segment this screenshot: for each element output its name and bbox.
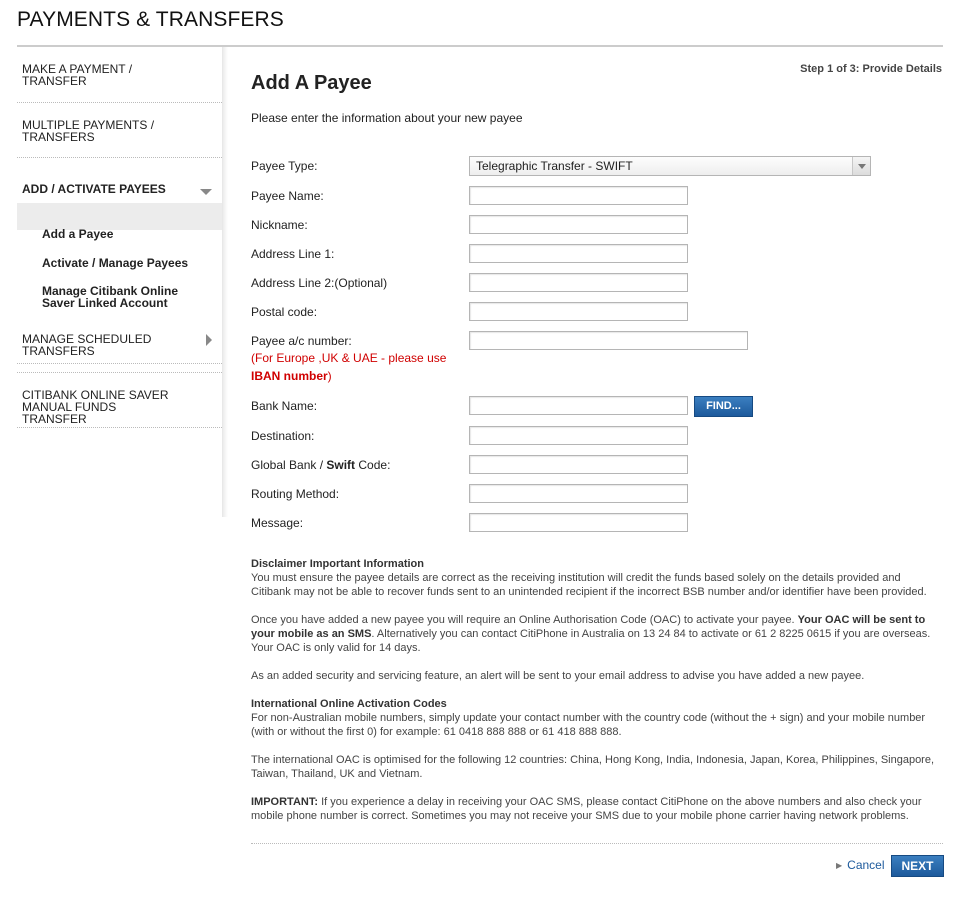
page-title: PAYMENTS & TRANSFERS	[17, 8, 284, 31]
sidebar-item-make-payment[interactable]	[17, 47, 222, 103]
swift-code-label	[251, 458, 390, 472]
payee-type-value: Telegraphic Transfer - SWIFT	[476, 159, 633, 173]
destination-input[interactable]	[469, 426, 688, 445]
iban-note-end: )	[327, 369, 332, 383]
payee-name-label: Payee Name:	[251, 189, 324, 203]
oac-text: Once you have added a new payee you will require an Online Authorisation Code (OAC) to activate your payee.	[251, 614, 798, 626]
intl-text: For non-Australian mobile numbers, simply update your contact number with the country code (without the + sign) and your mobile number (with or without the first 0) for example: 61 0418 888 888 or 61 418 888 888.	[251, 712, 926, 738]
intl-heading: International Online Activation Codes	[251, 698, 447, 710]
sidebar-item-label: MAKE A PAYMENT / TRANSFER	[22, 62, 133, 88]
disclaimer-text: You must ensure the payee details are correct as the receiving institution will credit the funds based solely on the details provided and Citibank may not be able to recover funds sent to an unintended recipient if the incorrect BSB number and/or identifier have been provided.	[251, 572, 927, 598]
find-button[interactable]: FIND...	[694, 396, 753, 417]
sidebar-item-label: MULTIPLE PAYMENTS / TRANSFERS	[22, 118, 155, 144]
form-intro: Please enter the information about your new payee	[251, 111, 523, 125]
sidebar-item-scheduled-transfers[interactable]	[17, 317, 222, 373]
destination-label: Destination:	[251, 429, 315, 443]
payee-type-label: Payee Type:	[251, 159, 318, 173]
payee-name-input[interactable]	[469, 186, 688, 205]
disclaimer-block-1	[251, 557, 941, 599]
chevron-down-icon	[200, 189, 212, 195]
account-number-label: Payee a/c number:	[251, 334, 352, 348]
disclaimer-block-2	[251, 613, 941, 655]
important-block	[251, 795, 941, 823]
sidebar-item-label: ADD / ACTIVATE PAYEES	[22, 182, 166, 196]
payee-type-select[interactable]	[469, 156, 871, 176]
message-input[interactable]	[469, 513, 688, 532]
step-indicator: Step 1 of 3: Provide Details	[800, 63, 942, 75]
routing-method-label: Routing Method:	[251, 487, 340, 501]
oac-text-end: . Alternatively you can contact CitiPhone in Australia on 13 24 84 to activate or 61 2 8225 0615 if you are overseas. Your OAC is only valid for 14 days.	[251, 628, 931, 654]
routing-method-input[interactable]	[469, 484, 688, 503]
swift-label-pre: Global Bank /	[251, 458, 327, 472]
bottom-divider	[251, 843, 943, 844]
sidebar-item-label: CITIBANK ONLINE SAVER MANUAL FUNDS TRANSFER	[22, 388, 169, 426]
sidebar-subitem-label: Add a Payee	[42, 227, 114, 241]
chevron-right-icon	[206, 334, 212, 346]
sidebar-subitem-online-saver[interactable]	[17, 260, 222, 310]
swift-code-input[interactable]	[469, 455, 688, 474]
sidebar-item-label: MANAGE SCHEDULED TRANSFERS	[22, 332, 152, 358]
postal-code-input[interactable]	[469, 302, 688, 321]
next-button[interactable]: NEXT	[891, 855, 944, 877]
dropdown-button[interactable]	[852, 157, 870, 175]
sidebar-nav	[17, 47, 223, 517]
cancel-label: Cancel	[847, 858, 885, 872]
sidebar-shadow	[222, 47, 228, 517]
address-line-1-label: Address Line 1:	[251, 247, 335, 261]
bank-name-input[interactable]	[469, 396, 688, 415]
bank-name-label: Bank Name:	[251, 399, 318, 413]
cancel-link[interactable]	[836, 858, 885, 872]
countries-text: The international OAC is optimised for the following 12 countries: China, Hong Kong, India, Indonesia, Japan, Korea, Philippines, Singapore, Taiwan, Thailand, UK and Vietnam.	[251, 754, 935, 780]
sidebar-subitem-label: Activate / Manage Payees	[42, 256, 189, 270]
swift-label-post: Code:	[355, 458, 391, 472]
nickname-input[interactable]	[469, 215, 688, 234]
sidebar-item-multiple-payments[interactable]	[17, 103, 222, 158]
account-number-input[interactable]	[469, 331, 748, 350]
sidebar-item-online-saver-transfer[interactable]	[17, 373, 222, 428]
swift-label-bold: Swift	[326, 458, 356, 472]
chevron-down-icon	[858, 164, 866, 169]
iban-note-text: (For Europe ,UK & UAE - please use	[251, 351, 447, 365]
important-label: IMPORTANT:	[251, 796, 319, 808]
sidebar-subitem-activate-manage[interactable]	[17, 232, 222, 270]
address-line-1-input[interactable]	[469, 244, 688, 263]
oac-text-bold: Your OAC will be sent to your mobile as an SMS	[251, 614, 926, 640]
address-line-2-label: Address Line 2:(Optional)	[251, 276, 388, 290]
message-label: Message:	[251, 516, 304, 530]
iban-note-bold: IBAN number	[251, 369, 328, 383]
alert-text: As an added security and servicing feature, an alert will be sent to your email address to advise you have added a new payee.	[251, 670, 865, 682]
postal-code-label: Postal code:	[251, 305, 318, 319]
disclaimer-block-intl	[251, 697, 941, 739]
nickname-label: Nickname:	[251, 218, 308, 232]
sidebar-subitem-label: Manage Citibank Online Saver Linked Account	[42, 284, 179, 310]
form-heading: Add A Payee	[251, 72, 372, 94]
disclaimer-heading: Disclaimer Important Information	[251, 558, 424, 570]
address-line-2-input[interactable]	[469, 273, 688, 292]
important-text: If you experience a delay in receiving your OAC SMS, please contact CitiPhone on the above numbers and also check your mobile phone number is correct. Sometimes you may not receive your SMS due to your mobile phone carrier having network problems.	[251, 796, 922, 822]
iban-note	[251, 349, 446, 385]
caret-right-icon: ▶	[836, 861, 843, 870]
sidebar-subitem-add-payee[interactable]	[17, 203, 222, 241]
